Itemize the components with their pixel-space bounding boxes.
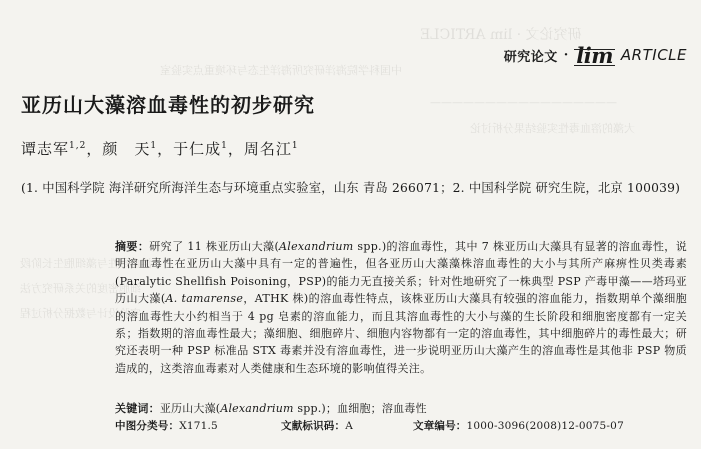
bleed-through: 实验设计与数据分析过程 <box>20 307 141 320</box>
abstract-text: spp.)的溶血毒性，其中 7 株亚历山大藻具有显著的溶血毒性，说明溶血毒性在亚历山大藻中具有一定的普遍性，但各亚历山大藻藻株溶血毒性的大小与其所产麻痹性贝类毒素(Paralytic Shellfish Poisoning，PSP)的能力无直接关系；针对性地研究了一株典型 PSP 产毒甲藻——塔玛亚历山大藻( <box>115 240 688 306</box>
bleed-through: 研究论文 · lim ARTICLE <box>420 27 582 43</box>
author-name: 谭志军 <box>21 140 70 158</box>
author-affiliation-mark: 1 <box>291 141 299 151</box>
bleed-through: ————————————————— <box>430 96 617 109</box>
journal-header <box>504 38 687 72</box>
author-name: 于仁成 <box>173 140 222 158</box>
bleed-through: 中国科学院海洋研究所海洋生态与环境重点实验室 <box>160 64 402 77</box>
genus-name: Alexandrium <box>279 240 354 253</box>
article-label: ARTICLE <box>620 46 687 64</box>
keywords-label: 关键词： <box>115 402 160 415</box>
journal-logo: lim <box>576 42 613 68</box>
bleed-through: 细胞密度的关系研究方法 <box>20 282 141 295</box>
section-label: 研究论文 <box>503 49 558 65</box>
abstract-text: ，ATHK 株)的溶血毒性特点，该株亚历山大藻具有较强的溶血能力，指数期单个藻细胞的溶血毒性大小约相当于 4 pg 皂素的溶血能力，而且其溶血毒性的大小与藻的生长阶段和细胞密度都有一定关系；指数期的溶血毒性最大；藻细胞、细胞碎片、细胞内容物都有一定的溶血毒性，其中细胞碎片的毒性最大；研究还表明一种 PSP 标准品 STX 毒素并没有溶血毒性，进一步说明亚历山大藻产生的溶血毒性是其他非 PSP 物质造成的，这类溶血毒素对人类健康和生态环境的影响值得关注。 <box>115 292 687 375</box>
affiliation: (1. 中国科学院 海洋研究所海洋生态与环境重点实验室，山东 青岛 266071；2. 中国科学院 研究生院，北京 100039) <box>21 181 681 195</box>
author-affiliation-mark: 1,2 <box>69 141 87 151</box>
species-name: A. tamarense <box>165 292 244 306</box>
genus-name: Alexandrium <box>220 402 294 415</box>
bleed-through: 大藻的溶血毒性实验结果分析讨论 <box>470 122 635 135</box>
author-affiliation-mark: 1 <box>221 141 228 151</box>
article-number: 文章编号：1000-3096(2008)12-0075-07 <box>413 420 624 432</box>
keywords-text: 亚历山大藻( <box>159 402 221 415</box>
clc-number: 中图分类号：X171.5 <box>115 420 218 432</box>
author-list: 谭志军$^{1,2}$，颜 天$^1$，于仁成$^1$，周名江$^1$ <box>21 140 299 158</box>
document-code: 文献标识码：A <box>281 420 353 432</box>
header-separator: · <box>563 47 569 63</box>
author-affiliation-mark: 1 <box>150 141 158 151</box>
abstract-label: 摘要： <box>115 240 150 253</box>
abstract-text: 研究了 11 株亚历山大藻( <box>149 240 280 253</box>
keywords <box>115 400 687 416</box>
keywords-text: spp.)；血细胞；溶血毒性 <box>293 402 427 415</box>
author-name: 周名江 <box>243 140 292 158</box>
paper-title: 亚历山大藻溶血毒性的初步研究 <box>21 93 315 117</box>
abstract <box>115 238 687 377</box>
bleed-through: 溶血毒性与藻细胞生长阶段 <box>20 257 152 270</box>
author-name: 颜 天 <box>102 140 151 158</box>
